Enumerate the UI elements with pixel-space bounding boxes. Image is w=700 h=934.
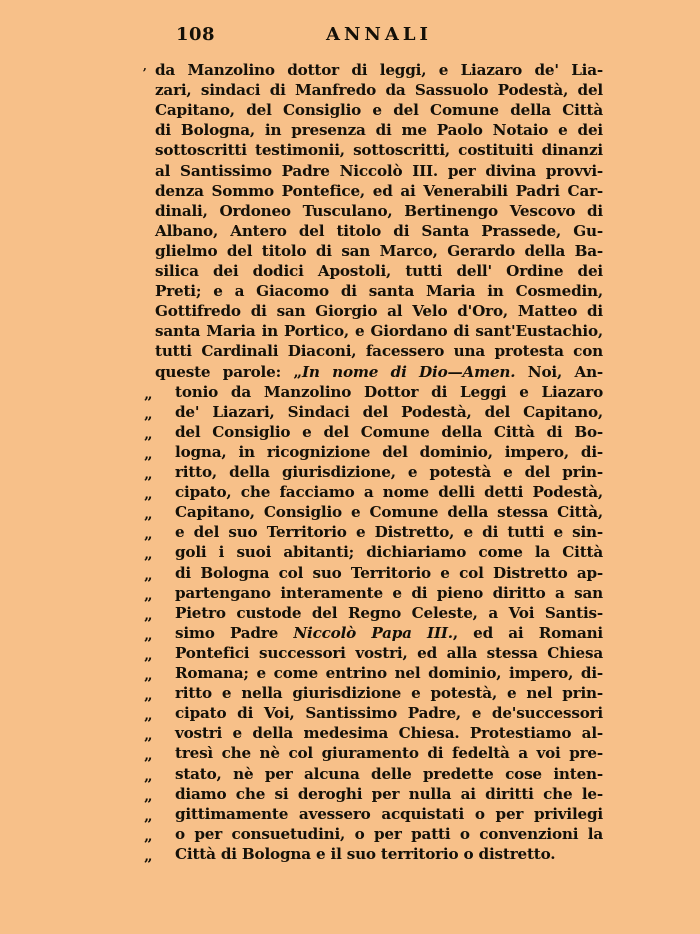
quote-mark: „ [144,786,153,805]
text-line: denza Sommo Pontefice, ed ai Venerabili Padri Car- [155,181,603,200]
page-number: 108 [176,24,216,45]
text-line: „ partengano interamente e di pieno diritto a san [144,583,603,604]
quote-mark: „ [144,525,153,544]
quote-mark: „ [144,444,153,463]
italic-phrase: Niccolò Papa III. [293,623,453,642]
quote-mark: „ [144,846,153,865]
text-line: „ Capitano, Consiglio e Comune della stessa Città, [144,503,603,524]
quote-mark: „ [144,826,153,845]
text-line: „ o per consuetudini, o per patti o convenzioni la [144,824,603,845]
text-line: tutti Cardinali Diaconi, facessero una protesta con [155,342,603,361]
text-line: „ Città di Bologna e il suo territorio o distretto. [144,844,556,865]
text-line: „ del Consiglio e del Comune della Città di Bo- [144,422,603,443]
quote-mark: „ [144,404,153,423]
text-line: „ Pietro custode del Regno Celeste, a Voi Santis- [144,603,603,624]
text-line: „ ritto, della giurisdizione, e potestà e del prin- [144,463,603,483]
quote-mark: „ [144,565,153,584]
quote-mark: „ [144,545,153,564]
text-line: „ de' Liazari, Sindaci del Podestà, del Capitano, [144,402,603,423]
text-line: al Santissimo Padre Niccolò III. per divina provvi- [155,161,603,180]
text-line: Preti; e a Giacomo di santa Maria in Cosmedin, [155,282,603,301]
quote-mark: „ [144,485,153,504]
text-line: „ cipato di Voi, Santissimo Padre, e de'successori [144,704,603,725]
text-line: „ simo Padre Niccolò Papa III., ed ai Romani [144,623,603,644]
text-line: Gottifredo di san Giorgio al Velo d'Oro, Matteo di [155,302,603,321]
quote-mark: „ [144,424,153,443]
text-line: santa Maria in Portico, e Giordano di sant'Eustachio, [155,322,603,341]
quote-mark: „ [144,384,153,403]
quote-mark: „ [144,806,153,825]
text-line: di Bologna, in presenza di me Paolo Notaio e dei [155,121,603,140]
text-line: „ diamo che si deroghi per nulla ai diritti che le- [144,784,603,805]
text-line: „ logna, in ricognizione del dominio, impero, di- [144,442,603,463]
text-line: dinali, Ordoneo Tusculano, Bertinengo Vescovo di [155,201,603,220]
quote-mark: „ [144,766,153,785]
quote-mark: „ [144,585,153,604]
text-line: Albano, Antero del titolo di Santa Prassede, Gu- [155,221,603,240]
quote-mark: „ [144,505,153,524]
quote-mark: „ [144,686,153,705]
text-line: „ Romana; e come entrino nel dominio, impero, di- [144,664,603,684]
text-line: Capitano, del Consiglio e del Comune della Città [155,101,603,120]
quote-mark: „ [144,706,153,725]
text-line: „ stato, nè per alcuna delle predette cose inten- [144,764,603,785]
text-line: „ tresì che nè col giuramento di fedeltà a voi pre- [144,744,603,765]
text-line: „ cipato, che facciamo a nome delli detti Podestà, [144,483,603,504]
quote-mark: „ [144,465,153,483]
quote-mark: „ [144,666,153,684]
text-line: „ tonio da Manzolino Dottor di Leggi e Liazaro [144,382,603,403]
text-line: sottoscritti testimonii, sottoscritti, costituiti dinanzi [155,141,603,160]
text-line: glielmo del titolo di san Marco, Gerardo della Ba- [155,241,603,260]
quote-mark: „ [144,746,153,765]
quote-mark: „ [144,726,153,745]
italic-phrase: In nome di Dio—Amen. [301,362,516,381]
margin-mark: , [143,60,147,73]
text-line: zari, sindaci di Manfredo da Sassuolo Podestà, del [155,81,603,100]
text-line: da Manzolino dottor di leggi, e Liazaro de' Lia- [155,61,603,79]
running-title: ANNALI [326,24,432,45]
quote-mark: „ [144,625,153,644]
quote-mark: „ [144,645,153,664]
quote-mark: „ [144,605,153,624]
text-line: queste parole: „In nome di Dio—Amen. Noi, An- [155,362,604,381]
text-line: „ gittimamente avessero acquistati o per privilegi [144,804,603,825]
text-line: silica dei dodici Apostoli, tutti dell' Ordine dei [155,262,603,280]
text-line: „ Pontefici successori vostri, ed alla stessa Chiesa [144,643,603,664]
text-line: „ ritto e nella giurisdizione e potestà, e nel prin- [144,684,603,705]
text-line: „ vostri e della medesima Chiesa. Protestiamo al- [144,724,603,745]
text-line: „ goli i suoi abitanti; dichiariamo come la Città [144,543,603,564]
text-line: „ e del suo Territorio e Distretto, e di tutti e sin- [144,523,603,544]
text-line: „ di Bologna col suo Territorio e col Distretto ap- [144,563,603,584]
